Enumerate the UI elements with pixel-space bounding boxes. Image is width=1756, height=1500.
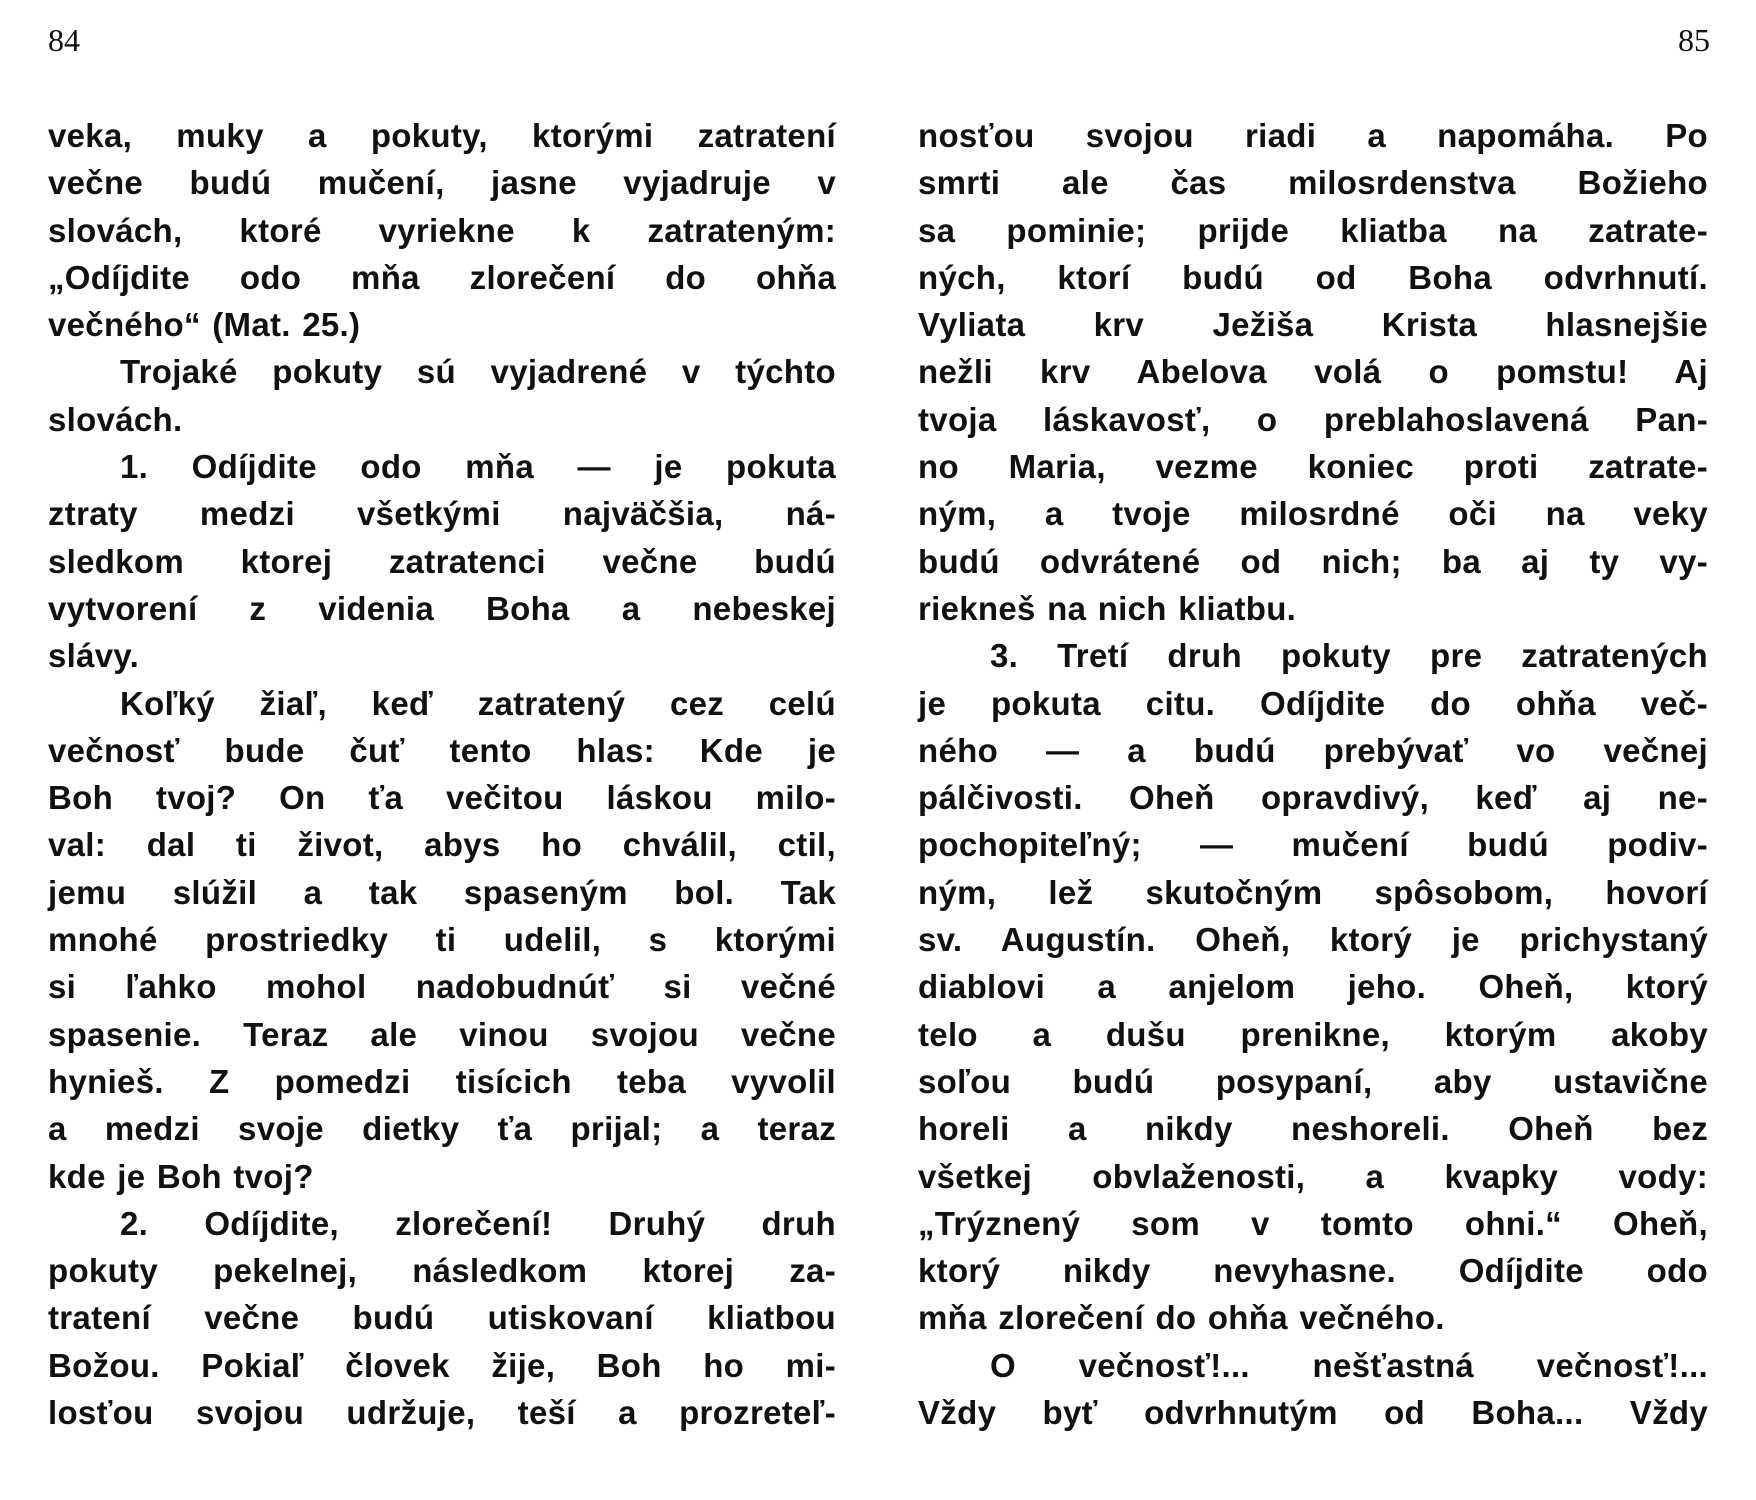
- text-line: 1. Odíjdite odo mňa — je pokuta: [120, 448, 836, 486]
- text-line: nežli krv Abelova volá o pomstu! Aj: [918, 353, 1708, 391]
- text-line: smrti ale čas milosrdenstva Božieho: [918, 164, 1708, 202]
- text-line: sv. Augustín. Oheň, ktorý je prichystaný: [918, 921, 1708, 959]
- text-line: pochopiteľný; — mučení budú podiv-: [918, 826, 1708, 864]
- text-line: veka, muky a pokuty, ktorými zatratení: [48, 117, 836, 154]
- right-page-text: [918, 112, 1708, 1436]
- left-page-text: [48, 112, 836, 1436]
- text-line: losťou svojou udržuje, teší a prozreteľ-: [48, 1394, 836, 1432]
- text-line: kde je Boh tvoj?: [48, 1157, 314, 1195]
- text-line: mňa zlorečení do ohňa večného.: [918, 1299, 1445, 1337]
- text-line: si ľahko mohol nadobudnúť si večné: [48, 968, 836, 1006]
- text-line: Božou. Pokiaľ človek žije, Boh ho mi-: [48, 1346, 836, 1384]
- text-line: vytvorení z videnia Boha a nebeskej: [48, 589, 836, 627]
- text-line: telo a dušu prenikne, ktorým akoby: [918, 1015, 1708, 1053]
- text-line: jemu slúžil a tak spaseným bol. Tak: [48, 873, 836, 911]
- text-line: sa pominie; prijde kliatba na zatrate-: [918, 211, 1708, 249]
- text-line: je pokuta citu. Odíjdite do ohňa več-: [918, 684, 1708, 722]
- text-line: val: dal ti život, abys ho chválil, ctil,: [48, 826, 836, 864]
- text-line: spasenie. Teraz ale vinou svojou večne: [48, 1015, 836, 1053]
- text-line: Boh tvoj? On ťa večitou láskou milo-: [48, 779, 836, 817]
- text-line: Vždy byť odvrhnutým od Boha... Vždy: [918, 1394, 1708, 1432]
- text-line: ným, a tvoje milosrdné oči na veky: [918, 495, 1708, 533]
- text-line: diablovi a anjelom jeho. Oheň, ktorý: [918, 968, 1708, 1006]
- text-line: ným, lež skutočným spôsobom, hovorí: [918, 873, 1708, 911]
- text-line: „Trýznený som v tomto ohni.“ Oheň,: [918, 1204, 1708, 1242]
- text-line: a medzi svoje dietky ťa prijal; a teraz: [48, 1110, 836, 1148]
- text-line: 3. Tretí druh pokuty pre zatratených: [990, 637, 1708, 675]
- text-line: tvoja láskavosť, o preblahoslavená Pan-: [918, 400, 1708, 438]
- text-line: večnosť bude čuť tento hlas: Kde je: [48, 731, 836, 769]
- text-line: večného“ (Mat. 25.): [48, 306, 361, 344]
- text-line: tratení večne budú utiskovaní kliatbou: [48, 1299, 836, 1337]
- text-line: soľou budú posypaní, aby ustavične: [918, 1062, 1708, 1100]
- page-number-right: 85: [1678, 22, 1710, 58]
- text-line: nosťou svojou riadi a napomáha. Po: [918, 117, 1708, 154]
- text-line: ztraty medzi všetkými najväčšia, ná-: [48, 495, 836, 533]
- text-line: ktorý nikdy nevyhasne. Odíjdite odo: [918, 1252, 1708, 1290]
- page-number-left: 84: [48, 22, 80, 58]
- text-line: riekneš na nich kliatbu.: [918, 589, 1297, 627]
- text-line: ných, ktorí budú od Boha odvrhnutí.: [918, 258, 1708, 296]
- text-line: Trojaké pokuty sú vyjadrené v týchto: [120, 353, 836, 391]
- text-line: no Maria, vezme koniec proti zatrate-: [918, 448, 1708, 486]
- text-line: „Odíjdite odo mňa zlorečení do ohňa: [48, 258, 836, 296]
- text-line: všetkej obvlaženosti, a kvapky vody:: [918, 1157, 1708, 1195]
- text-line: budú odvrátené od nich; ba aj ty vy-: [918, 542, 1708, 580]
- text-line: sledkom ktorej zatratenci večne budú: [48, 542, 836, 580]
- text-line: slovách.: [48, 400, 183, 438]
- text-line: mnohé prostriedky ti udelil, s ktorými: [48, 921, 836, 959]
- text-line: pokuty pekelnej, následkom ktorej za-: [48, 1252, 836, 1290]
- text-line: 2. Odíjdite, zlorečení! Druhý druh: [120, 1204, 836, 1242]
- text-line: večne budú mučení, jasne vyjadruje v: [48, 164, 836, 202]
- text-line: slovách, ktoré vyriekne k zatrateným:: [48, 211, 836, 249]
- text-line: ného — a budú prebývať vo večnej: [918, 731, 1708, 769]
- text-line: O večnosť!... nešťastná večnosť!...: [990, 1346, 1708, 1384]
- text-line: pálčivosti. Oheň opravdivý, keď aj ne-: [918, 779, 1708, 817]
- text-line: hynieš. Z pomedzi tisícich teba vyvolil: [48, 1062, 836, 1100]
- text-line: Vyliata krv Ježiša Krista hlasnejšie: [918, 306, 1708, 344]
- text-line: horeli a nikdy neshoreli. Oheň bez: [918, 1110, 1708, 1148]
- text-line: Koľký žiaľ, keď zatratený cez celú: [120, 684, 836, 722]
- text-line: slávy.: [48, 637, 140, 675]
